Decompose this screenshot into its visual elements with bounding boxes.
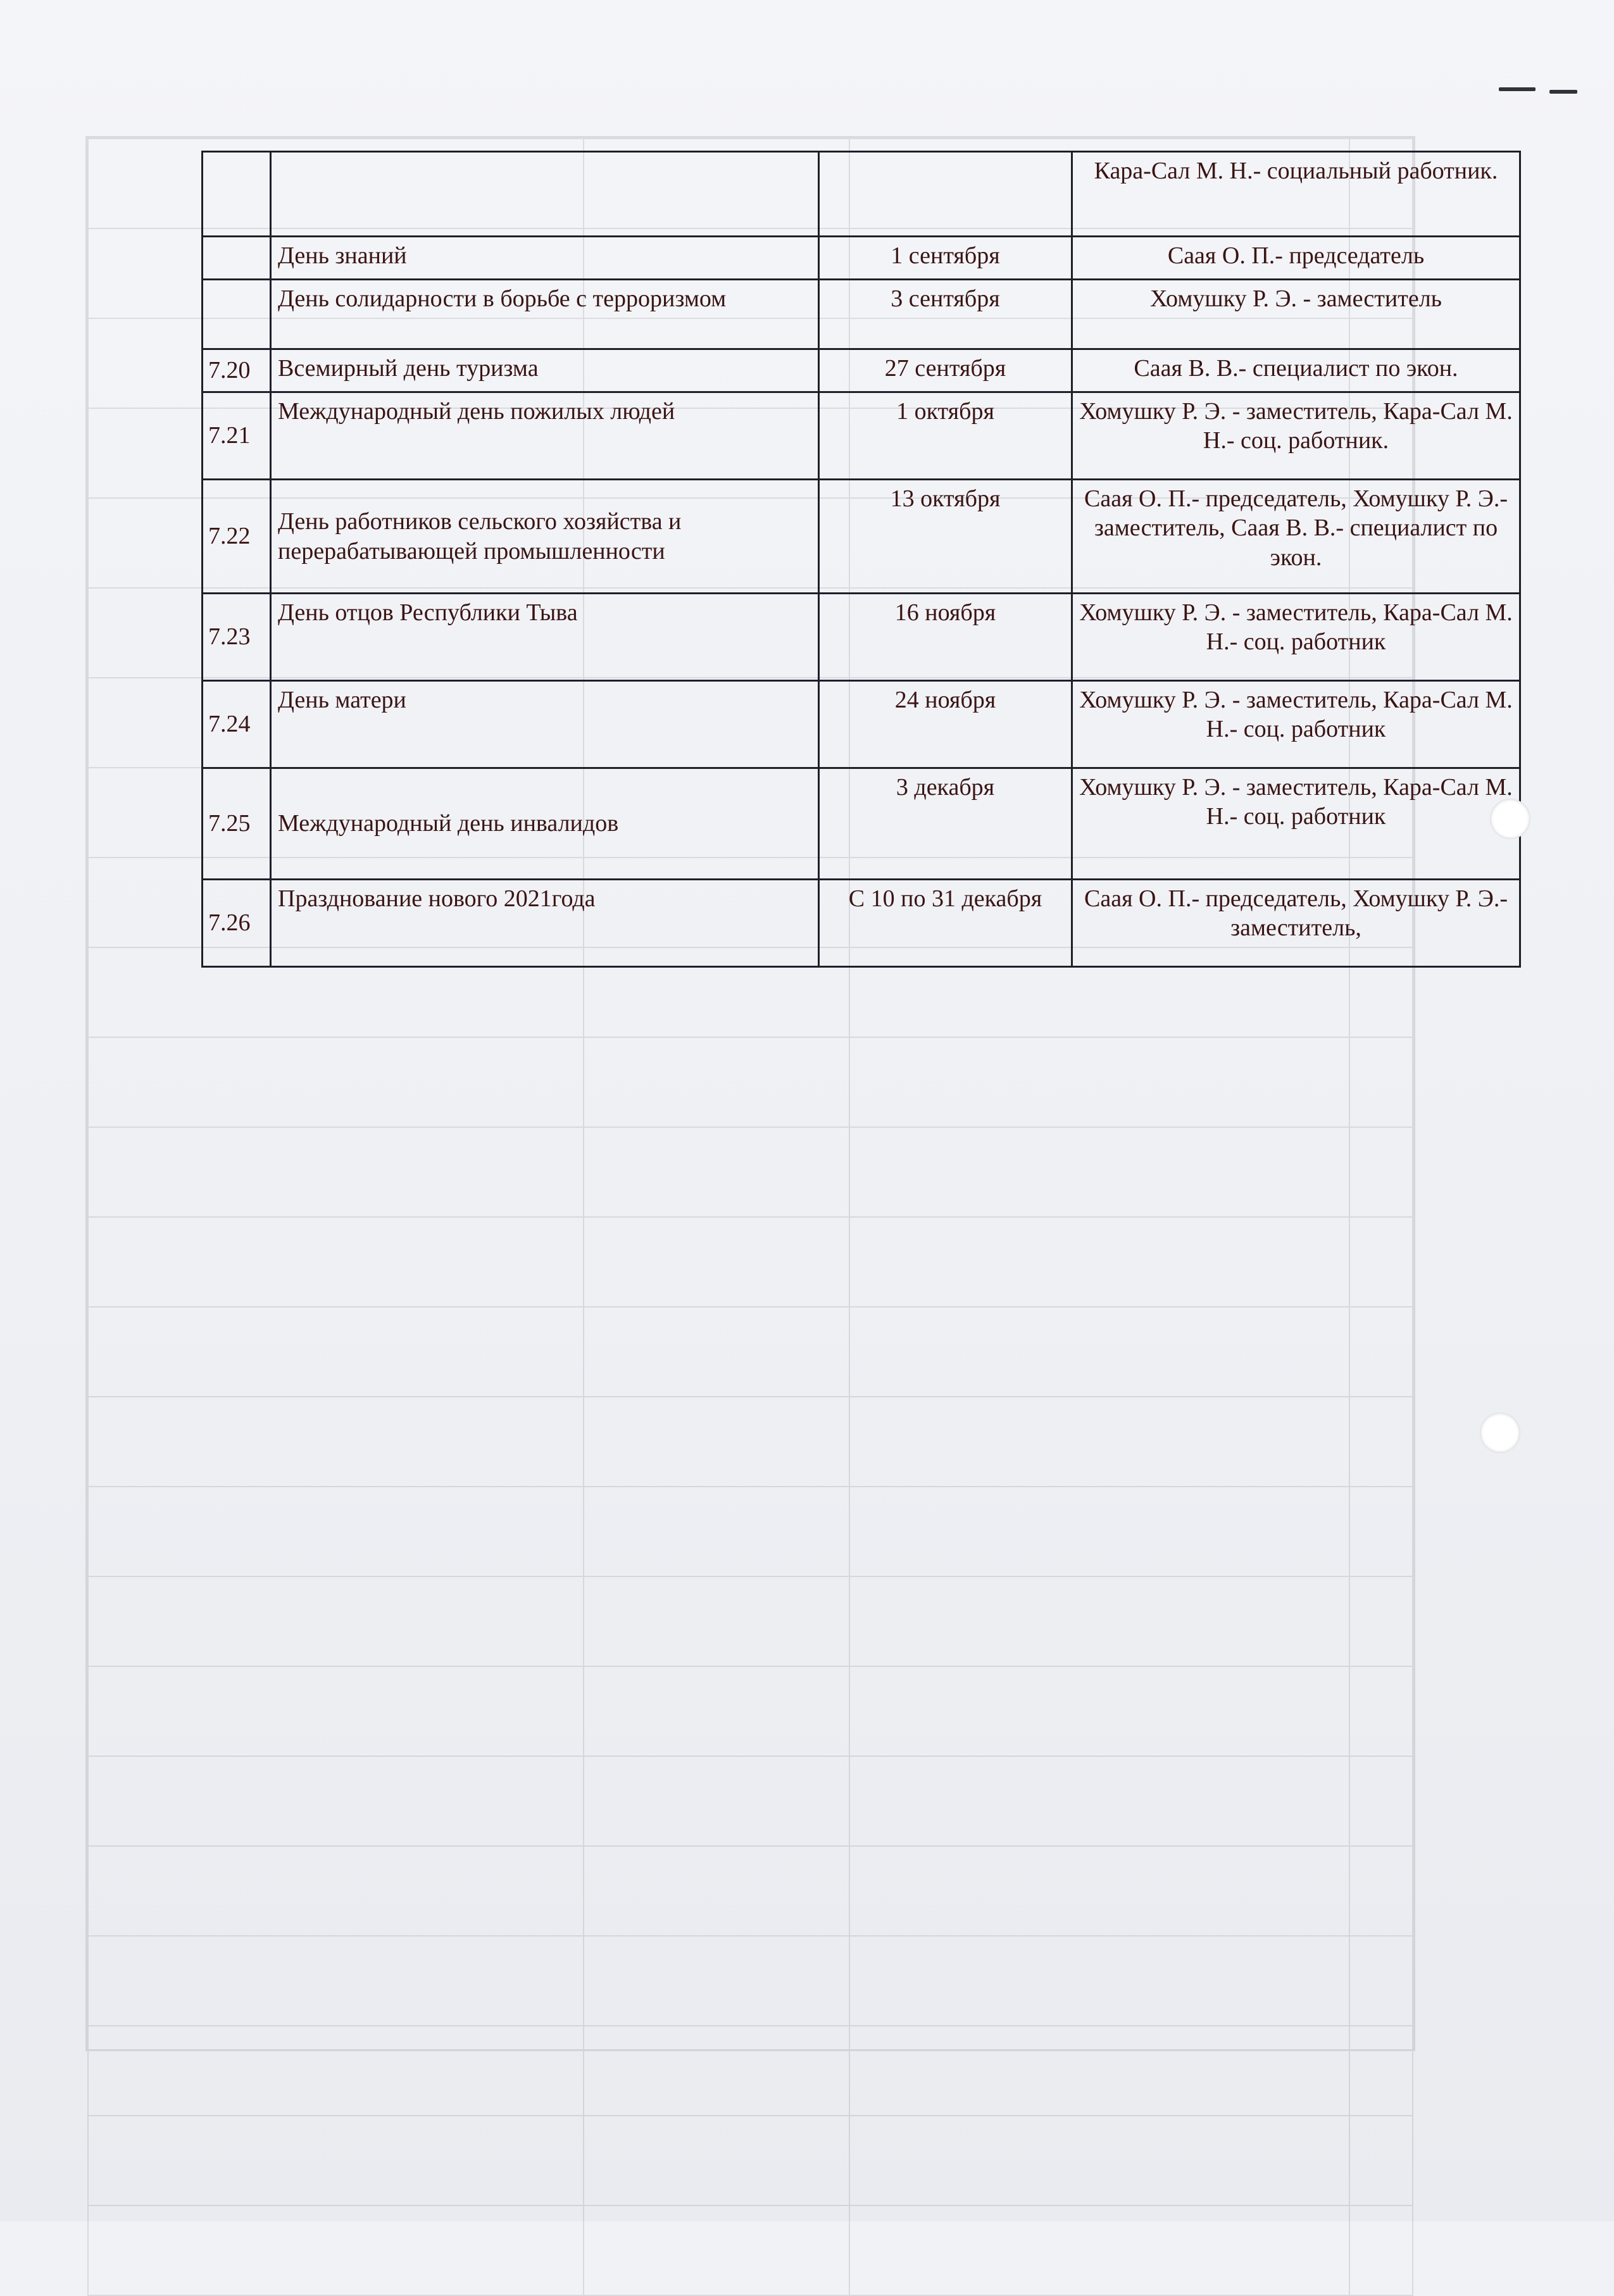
row-number [203,237,271,280]
table-row [203,280,1520,349]
event-date: 27 сентября [819,349,1072,392]
row-number: 7.20 [203,349,271,392]
event-date: 24 ноября [819,681,1072,768]
row-number: 7.24 [203,681,271,768]
event-date: 13 октября [819,480,1072,594]
responsible-person: Хомушку Р. Э. - заместитель, Кара-Сал М. Н.- соц. работник. [1072,392,1520,480]
table-row [203,349,1520,392]
table-row [203,392,1520,480]
responsible-person: Хомушку Р. Э. - заместитель, Кара-Сал М. Н.- соц. работник [1072,594,1520,681]
row-number [203,280,271,349]
event-date: С 10 по 31 декабря [819,880,1072,967]
table-row [203,880,1520,967]
row-number: 7.25 [203,768,271,880]
table-row [203,237,1520,280]
event-name: День матери [271,681,819,768]
table-row [203,152,1520,237]
event-date: 16 ноября [819,594,1072,681]
event-date: 1 октября [819,392,1072,480]
table-row [203,480,1520,594]
event-name: Международный день пожилых людей [271,392,819,480]
event-name: День знаний [271,237,819,280]
table-row [203,681,1520,768]
event-date: 3 сентября [819,280,1072,349]
punch-hole [1480,1413,1520,1453]
responsible-person: Хомушку Р. Э. - заместитель [1072,280,1520,349]
events-table [201,151,1521,968]
event-date [819,152,1072,237]
event-name: День работников сельского хозяйства и перерабатывающей промышленности [271,480,819,594]
responsible-person: Кара-Сал М. Н.- социальный работник. [1072,152,1520,237]
responsible-person: Хомушку Р. Э. - заместитель, Кара-Сал М. Н.- соц. работник [1072,768,1520,880]
row-number: 7.26 [203,880,271,967]
responsible-person: Хомушку Р. Э. - заместитель, Кара-Сал М. Н.- соц. работник [1072,681,1520,768]
table-row [203,768,1520,880]
responsible-person: Саая О. П.- председатель, Хомушку Р. Э.- заместитель, [1072,880,1520,967]
row-number: 7.23 [203,594,271,681]
row-number: 7.21 [203,392,271,480]
event-date: 1 сентября [819,237,1072,280]
event-name: День солидарности в борьбе с терроризмом [271,280,819,349]
punch-hole [1490,799,1530,839]
event-name [271,152,819,237]
table-row [203,594,1520,681]
event-name: День отцов Республики Тыва [271,594,819,681]
event-name: Всемирный день туризма [271,349,819,392]
corner-mark [1549,90,1577,94]
row-number: 7.22 [203,480,271,594]
responsible-person: Саая В. В.- специалист по экон. [1072,349,1520,392]
event-name: Международный день инвалидов [271,768,819,880]
responsible-person: Саая О. П.- председатель, Хомушку Р. Э.- заместитель, Саая В. В.- специалист по экон. [1072,480,1520,594]
event-name: Празднование нового 2021года [271,880,819,967]
corner-mark [1499,87,1536,91]
responsible-person: Саая О. П.- председатель [1072,237,1520,280]
row-number [203,152,271,237]
event-date: 3 декабря [819,768,1072,880]
